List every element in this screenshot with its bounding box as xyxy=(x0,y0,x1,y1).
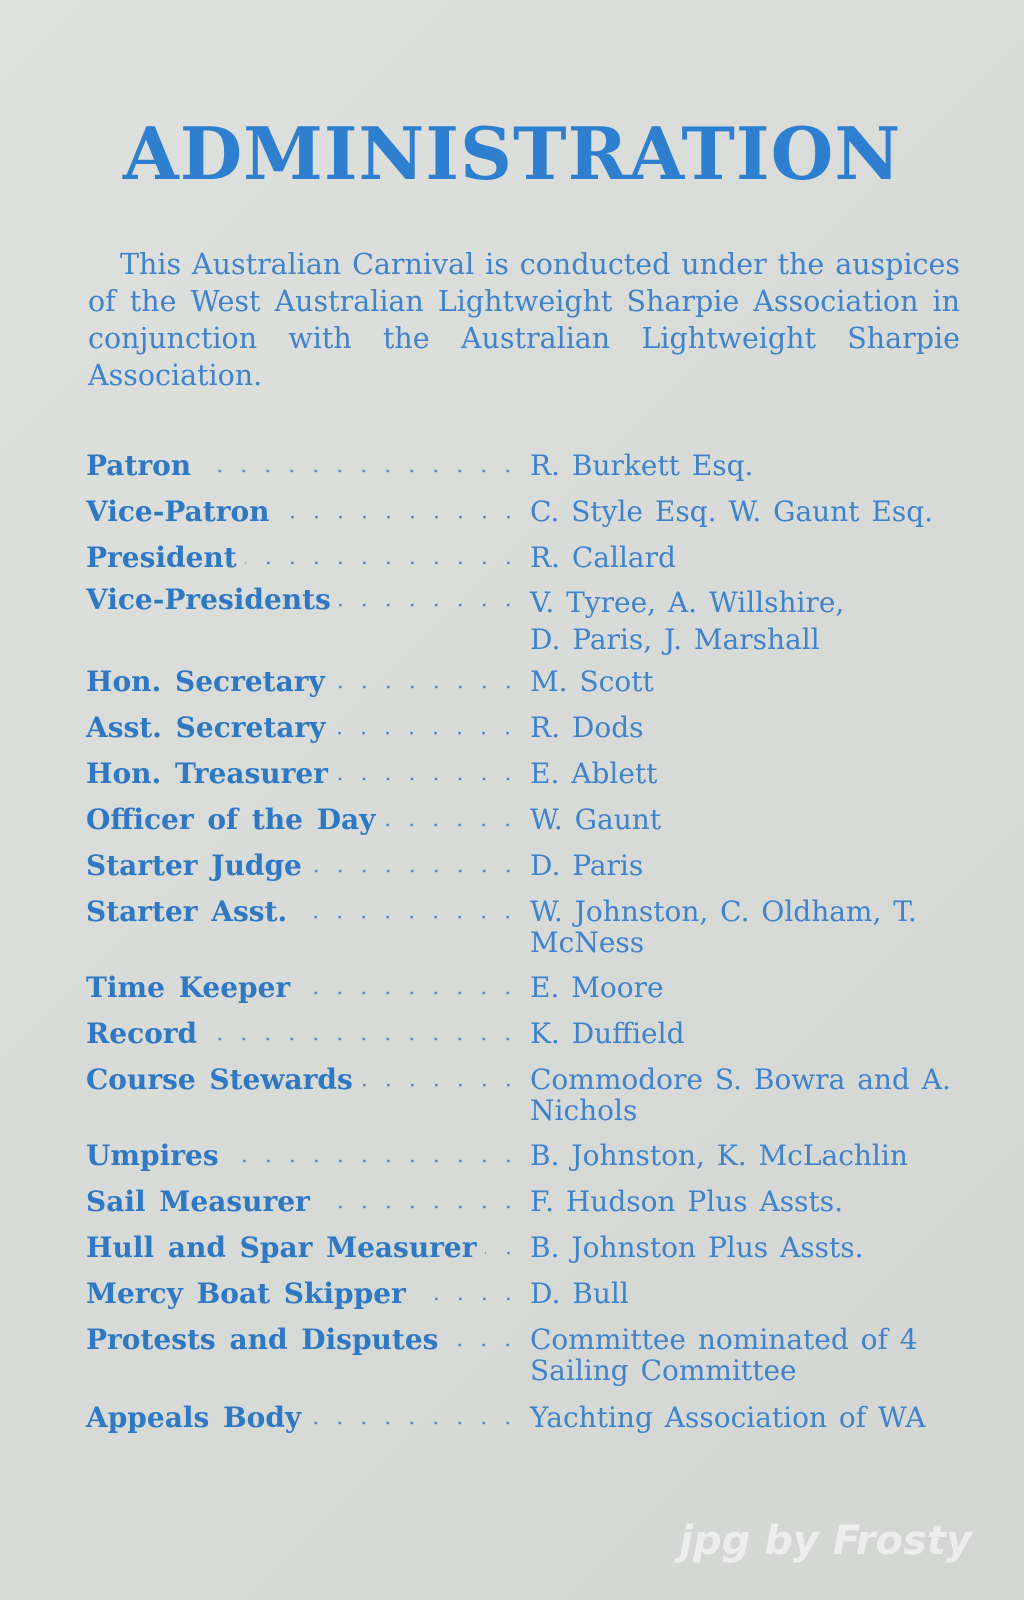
official-row xyxy=(86,758,962,804)
dot-leader xyxy=(295,913,520,921)
role-holder: Committee nominated of 4 Sailing Committee xyxy=(530,1323,918,1387)
role-holder: F. Hudson Plus Assts. xyxy=(530,1185,843,1218)
dot-leader xyxy=(333,729,520,737)
role-label: Officer of the Day xyxy=(86,803,376,836)
official-row xyxy=(86,1018,962,1064)
role-holder: B. Johnston Plus Assts. xyxy=(530,1231,864,1264)
official-row xyxy=(86,666,962,712)
role-label: Record xyxy=(86,1017,198,1050)
role-label: Vice-Patron xyxy=(86,495,270,528)
role-holder: R. Callard xyxy=(530,541,676,574)
page-title: ADMINISTRATION xyxy=(122,111,902,196)
official-row xyxy=(86,1324,962,1402)
dot-leader xyxy=(383,821,520,829)
role-holder: D. Bull xyxy=(530,1277,629,1310)
role-holder: B. Johnston, K. McLachlin xyxy=(530,1139,908,1172)
role-holder: E. Ablett xyxy=(530,757,658,790)
officials-list xyxy=(86,450,962,1448)
dot-leader xyxy=(309,1419,520,1427)
official-row xyxy=(86,1064,962,1140)
role-label: Hon. Secretary xyxy=(86,665,325,698)
role-label: Umpires xyxy=(86,1139,219,1172)
official-row xyxy=(86,450,962,496)
official-row xyxy=(86,1402,962,1448)
role-label: Sail Measurer xyxy=(86,1185,310,1218)
role-label: Hull and Spar Measurer xyxy=(86,1231,477,1264)
official-row xyxy=(86,712,962,758)
role-label: Appeals Body xyxy=(86,1401,302,1434)
role-holder: R. Burkett Esq. xyxy=(530,449,754,482)
role-label: Starter Judge xyxy=(86,849,302,882)
official-row xyxy=(86,1278,962,1324)
intro-paragraph: This Australian Carnival is conducted under the auspices of the West Australian Lightweight Sharpie Association in conjunction with the Australian Lightweight Sharpie Association. xyxy=(88,248,960,392)
official-row xyxy=(86,972,962,1018)
role-label: Asst. Secretary xyxy=(86,711,326,744)
dot-leader xyxy=(361,1081,520,1089)
dot-leader xyxy=(205,1035,520,1043)
dot-leader xyxy=(333,683,520,691)
dot-leader xyxy=(278,513,520,521)
official-row xyxy=(86,1140,962,1186)
role-holder: V. Tyree, A. Willshire, D. Paris, J. Marshall xyxy=(530,586,845,656)
dot-leader xyxy=(318,1203,520,1211)
role-label: President xyxy=(86,541,237,574)
dot-leader xyxy=(339,601,520,609)
dot-leader xyxy=(199,467,520,475)
official-row xyxy=(86,584,962,666)
role-holder: E. Moore xyxy=(530,971,664,1004)
official-row xyxy=(86,804,962,850)
role-label: Time Keeper xyxy=(86,971,291,1004)
role-holder: D. Paris xyxy=(530,849,644,882)
role-label: Patron xyxy=(86,449,192,482)
official-row xyxy=(86,896,962,972)
role-label: Mercy Boat Skipper xyxy=(86,1277,406,1310)
official-row xyxy=(86,496,962,542)
dot-leader xyxy=(245,559,520,567)
role-label: Course Stewards xyxy=(86,1063,353,1096)
role-label: Starter Asst. xyxy=(86,895,288,928)
dot-leader xyxy=(414,1295,520,1303)
dot-leader xyxy=(298,989,520,997)
role-holder: W. Johnston, C. Oldham, T. McNess xyxy=(530,895,917,959)
dot-leader xyxy=(446,1341,520,1349)
dot-leader xyxy=(485,1249,521,1257)
role-label: Protests and Disputes xyxy=(86,1323,439,1356)
role-holder: R. Dods xyxy=(530,711,644,744)
role-label: Hon. Treasurer xyxy=(86,757,328,790)
role-holder: W. Gaunt xyxy=(530,803,662,836)
dot-leader xyxy=(336,775,520,783)
official-row xyxy=(86,542,962,584)
official-row xyxy=(86,1232,962,1278)
dot-leader xyxy=(310,867,520,875)
official-row xyxy=(86,1186,962,1232)
role-holder: Commodore S. Bowra and A. Nichols xyxy=(530,1063,951,1127)
dot-leader xyxy=(227,1157,520,1165)
role-holder: Yachting Association of WA xyxy=(530,1401,926,1434)
official-row xyxy=(86,850,962,896)
role-label: Vice-Presidents xyxy=(86,583,331,616)
role-holder: K. Duffield xyxy=(530,1017,685,1050)
watermark-text: jpg by Frosty xyxy=(679,1518,972,1564)
role-holder: M. Scott xyxy=(530,665,654,698)
role-holder: C. Style Esq. W. Gaunt Esq. xyxy=(530,495,934,528)
